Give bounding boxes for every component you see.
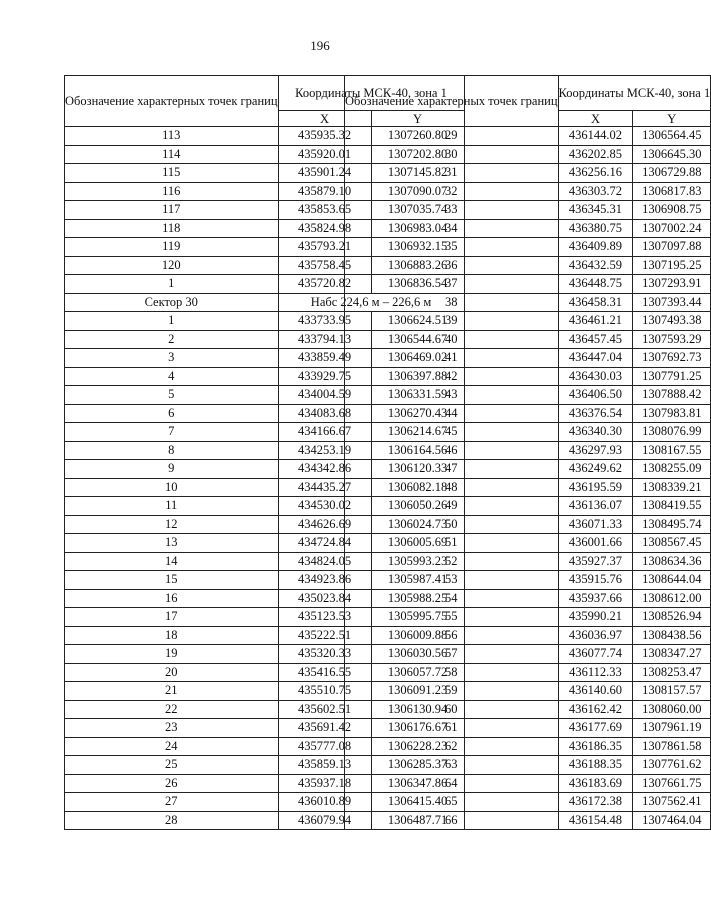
y-coordinate-cell: 1308347.27 — [633, 645, 711, 664]
point-id-cell: 13 — [65, 534, 279, 553]
table-row — [345, 460, 711, 479]
point-id-cell: 16 — [65, 589, 279, 608]
y-coordinate-cell: 1307202.80 — [371, 145, 464, 164]
y-coordinate-cell: 1307035.74 — [371, 201, 464, 220]
x-coordinate-cell: 435602.51 — [278, 700, 371, 719]
point-id-cell: 58 — [345, 663, 559, 682]
x-coordinate-cell: 433859.49 — [278, 349, 371, 368]
table-row — [345, 201, 711, 220]
point-id-cell: 28 — [65, 811, 279, 830]
point-id-cell: 65 — [345, 793, 559, 812]
y-coordinate-cell: 1307493.38 — [633, 312, 711, 331]
table-row — [345, 700, 711, 719]
y-coordinate-cell: 1307593.29 — [633, 330, 711, 349]
y-coordinate-cell: 1308438.56 — [633, 626, 711, 645]
table-row — [345, 386, 711, 405]
point-id-cell: 55 — [345, 608, 559, 627]
x-coordinate-cell: 436177.69 — [558, 719, 633, 738]
y-coordinate-cell: 1308644.04 — [633, 571, 711, 590]
y-coordinate-cell: 1308255.09 — [633, 460, 711, 479]
x-coordinate-cell: 434824.05 — [278, 552, 371, 571]
point-id-cell: 20 — [65, 663, 279, 682]
x-coordinate-cell: 435777.08 — [278, 737, 371, 756]
x-coordinate-cell: 436172.38 — [558, 793, 633, 812]
point-id-cell: 7 — [65, 423, 279, 442]
x-coordinate-cell: 435935.32 — [278, 127, 371, 146]
point-id-cell: 66 — [345, 811, 559, 830]
x-coordinate-cell: 436447.04 — [558, 349, 633, 368]
x-coordinate-cell: 436112.33 — [558, 663, 633, 682]
x-coordinate-cell: 436376.54 — [558, 404, 633, 423]
x-coordinate-cell: 434253.19 — [278, 441, 371, 460]
point-id-cell: 18 — [65, 626, 279, 645]
point-id-cell: 1 — [65, 275, 279, 294]
x-coordinate-cell: 435222.51 — [278, 626, 371, 645]
point-id-cell: 117 — [65, 201, 279, 220]
table-row — [345, 663, 711, 682]
y-coordinate-cell: 1306050.26 — [371, 497, 464, 516]
y-coordinate-cell: 1306176.67 — [371, 719, 464, 738]
x-coordinate-cell: 436154.48 — [558, 811, 633, 830]
point-id-cell: 116 — [65, 182, 279, 201]
y-coordinate-cell: 1307097.88 — [633, 238, 711, 257]
header-point-designation: Обозначение характерных точек границ — [65, 76, 279, 127]
table-row — [345, 349, 711, 368]
point-id-cell: 57 — [345, 645, 559, 664]
point-id-cell: 49 — [345, 497, 559, 516]
x-coordinate-cell: 433733.95 — [278, 312, 371, 331]
table-row — [345, 330, 711, 349]
table-row — [345, 793, 711, 812]
table-row — [345, 626, 711, 645]
table-row — [345, 404, 711, 423]
y-coordinate-cell: 1307961.19 — [633, 719, 711, 738]
y-coordinate-cell: 1306817.83 — [633, 182, 711, 201]
point-id-cell: 52 — [345, 552, 559, 571]
y-coordinate-cell: 1306564.45 — [633, 127, 711, 146]
point-id-cell: 10 — [65, 478, 279, 497]
y-coordinate-cell: 1308339.21 — [633, 478, 711, 497]
point-id-cell: 5 — [65, 386, 279, 405]
x-coordinate-cell: 436136.07 — [558, 497, 633, 516]
x-coordinate-cell: 436077.74 — [558, 645, 633, 664]
point-id-cell: 1 — [65, 312, 279, 331]
table-row — [345, 682, 711, 701]
point-id-cell: 113 — [65, 127, 279, 146]
point-id-cell: 47 — [345, 460, 559, 479]
x-coordinate-cell: 436406.50 — [558, 386, 633, 405]
y-coordinate-cell: 1306397.88 — [371, 367, 464, 386]
point-id-cell: 63 — [345, 756, 559, 775]
x-coordinate-cell: 435758.45 — [278, 256, 371, 275]
point-id-cell: 2 — [65, 330, 279, 349]
table-row — [345, 275, 711, 294]
y-coordinate-cell: 1305993.23 — [371, 552, 464, 571]
y-coordinate-cell: 1306983.04 — [371, 219, 464, 238]
table-row — [345, 737, 711, 756]
point-id-cell: 39 — [345, 312, 559, 331]
point-id-cell: 4 — [65, 367, 279, 386]
x-coordinate-cell: 436071.33 — [558, 515, 633, 534]
x-coordinate-cell: 435691.42 — [278, 719, 371, 738]
x-coordinate-cell: 435793.21 — [278, 238, 371, 257]
x-coordinate-cell: 434724.84 — [278, 534, 371, 553]
point-id-cell: 17 — [65, 608, 279, 627]
point-id-cell: 26 — [65, 774, 279, 793]
point-id-cell: 46 — [345, 441, 559, 460]
x-coordinate-cell: 434166.67 — [278, 423, 371, 442]
point-id-cell: 32 — [345, 182, 559, 201]
point-id-cell: 15 — [65, 571, 279, 590]
table-row — [345, 756, 711, 775]
y-coordinate-cell: 1306415.40 — [371, 793, 464, 812]
x-coordinate-cell: 435927.37 — [558, 552, 633, 571]
y-coordinate-cell: 1307983.81 — [633, 404, 711, 423]
point-id-cell: 27 — [65, 793, 279, 812]
point-id-cell: 37 — [345, 275, 559, 294]
x-coordinate-cell: 436079.94 — [278, 811, 371, 830]
y-coordinate-cell: 1307145.82 — [371, 164, 464, 183]
x-coordinate-cell: 436256.16 — [558, 164, 633, 183]
point-id-cell: 43 — [345, 386, 559, 405]
table-row — [345, 164, 711, 183]
point-id-cell: 35 — [345, 238, 559, 257]
x-coordinate-cell: 435859.13 — [278, 756, 371, 775]
x-coordinate-cell: 433929.75 — [278, 367, 371, 386]
point-id-cell: 48 — [345, 478, 559, 497]
x-coordinate-cell: 436162.42 — [558, 700, 633, 719]
point-id-cell: 40 — [345, 330, 559, 349]
y-coordinate-cell: 1306908.75 — [633, 201, 711, 220]
point-id-cell: 59 — [345, 682, 559, 701]
x-coordinate-cell: 435023.84 — [278, 589, 371, 608]
point-id-cell: 53 — [345, 571, 559, 590]
y-coordinate-cell: 1306544.67 — [371, 330, 464, 349]
x-coordinate-cell: 435937.18 — [278, 774, 371, 793]
y-coordinate-cell: 1306270.43 — [371, 404, 464, 423]
table-row — [345, 589, 711, 608]
header-coordinates: Координаты МСК-40, зона 1 — [278, 76, 464, 111]
y-coordinate-cell: 1306030.56 — [371, 645, 464, 664]
header-y: Y — [371, 111, 464, 127]
x-coordinate-cell: 436202.85 — [558, 145, 633, 164]
y-coordinate-cell: 1307761.62 — [633, 756, 711, 775]
point-id-cell: 25 — [65, 756, 279, 775]
point-id-cell: 31 — [345, 164, 559, 183]
point-id-cell: 51 — [345, 534, 559, 553]
x-coordinate-cell: 435879.10 — [278, 182, 371, 201]
x-coordinate-cell: 434530.02 — [278, 497, 371, 516]
point-id-cell: 62 — [345, 737, 559, 756]
y-coordinate-cell: 1306005.69 — [371, 534, 464, 553]
y-coordinate-cell: 1307692.73 — [633, 349, 711, 368]
table-row — [345, 312, 711, 331]
point-id-cell: 21 — [65, 682, 279, 701]
x-coordinate-cell: 434004.59 — [278, 386, 371, 405]
y-coordinate-cell: 1306469.02 — [371, 349, 464, 368]
y-coordinate-cell: 1307791.25 — [633, 367, 711, 386]
x-coordinate-cell: 436186.35 — [558, 737, 633, 756]
x-coordinate-cell: 435824.98 — [278, 219, 371, 238]
table-row — [345, 552, 711, 571]
y-coordinate-cell: 1306082.18 — [371, 478, 464, 497]
point-id-cell: 42 — [345, 367, 559, 386]
x-coordinate-cell: 434923.86 — [278, 571, 371, 590]
point-id-cell: 45 — [345, 423, 559, 442]
table-row — [345, 367, 711, 386]
table-row — [345, 515, 711, 534]
x-coordinate-cell: 436430.03 — [558, 367, 633, 386]
table-row — [345, 608, 711, 627]
y-coordinate-cell: 1307002.24 — [633, 219, 711, 238]
table-row — [345, 293, 711, 312]
section-elevation-cell: Набс 224,6 м – 226,6 м — [278, 293, 464, 312]
y-coordinate-cell: 1306091.23 — [371, 682, 464, 701]
x-coordinate-cell: 435123.53 — [278, 608, 371, 627]
x-coordinate-cell: 436448.75 — [558, 275, 633, 294]
point-id-cell: 9 — [65, 460, 279, 479]
y-coordinate-cell: 1306729.88 — [633, 164, 711, 183]
point-id-cell: 61 — [345, 719, 559, 738]
y-coordinate-cell: 1308526.94 — [633, 608, 711, 627]
x-coordinate-cell: 434342.86 — [278, 460, 371, 479]
point-id-cell: 23 — [65, 719, 279, 738]
y-coordinate-cell: 1308612.00 — [633, 589, 711, 608]
y-coordinate-cell: 1307393.44 — [633, 293, 711, 312]
header-x: X — [558, 111, 633, 127]
x-coordinate-cell: 436461.21 — [558, 312, 633, 331]
y-coordinate-cell: 1307195.25 — [633, 256, 711, 275]
table-row — [345, 127, 711, 146]
y-coordinate-cell: 1306214.67 — [371, 423, 464, 442]
y-coordinate-cell: 1306130.94 — [371, 700, 464, 719]
y-coordinate-cell: 1307861.58 — [633, 737, 711, 756]
x-coordinate-cell: 436001.66 — [558, 534, 633, 553]
x-coordinate-cell: 436345.31 — [558, 201, 633, 220]
point-id-cell: 44 — [345, 404, 559, 423]
y-coordinate-cell: 1307293.91 — [633, 275, 711, 294]
x-coordinate-cell: 436432.59 — [558, 256, 633, 275]
y-coordinate-cell: 1308495.74 — [633, 515, 711, 534]
table-row — [345, 238, 711, 257]
y-coordinate-cell: 1306932.15 — [371, 238, 464, 257]
x-coordinate-cell: 436140.60 — [558, 682, 633, 701]
header-coordinates: Координаты МСК-40, зона 1 — [558, 76, 711, 111]
y-coordinate-cell: 1306120.33 — [371, 460, 464, 479]
x-coordinate-cell: 433794.13 — [278, 330, 371, 349]
point-id-cell: 118 — [65, 219, 279, 238]
header-y: Y — [633, 111, 711, 127]
point-id-cell: 41 — [345, 349, 559, 368]
header-x: X — [278, 111, 371, 127]
y-coordinate-cell: 1308157.57 — [633, 682, 711, 701]
x-coordinate-cell: 436380.75 — [558, 219, 633, 238]
point-id-cell: 119 — [65, 238, 279, 257]
point-id-cell: 14 — [65, 552, 279, 571]
y-coordinate-cell: 1306347.86 — [371, 774, 464, 793]
x-coordinate-cell: 436457.45 — [558, 330, 633, 349]
point-id-cell: 36 — [345, 256, 559, 275]
y-coordinate-cell: 1306645.30 — [633, 145, 711, 164]
point-id-cell: 64 — [345, 774, 559, 793]
point-id-cell: 38 — [345, 293, 559, 312]
table-row — [345, 534, 711, 553]
x-coordinate-cell: 436195.59 — [558, 478, 633, 497]
x-coordinate-cell: 435320.33 — [278, 645, 371, 664]
y-coordinate-cell: 1307888.42 — [633, 386, 711, 405]
table-row — [345, 423, 711, 442]
point-id-cell: 34 — [345, 219, 559, 238]
x-coordinate-cell: 436340.30 — [558, 423, 633, 442]
y-coordinate-cell: 1306228.23 — [371, 737, 464, 756]
y-coordinate-cell: 1305987.41 — [371, 571, 464, 590]
y-coordinate-cell: 1305995.75 — [371, 608, 464, 627]
x-coordinate-cell: 436249.62 — [558, 460, 633, 479]
point-id-cell: 56 — [345, 626, 559, 645]
table-row — [345, 478, 711, 497]
table-row — [345, 571, 711, 590]
y-coordinate-cell: 1306487.71 — [371, 811, 464, 830]
point-id-cell: 3 — [65, 349, 279, 368]
point-id-cell: 33 — [345, 201, 559, 220]
table-row — [345, 441, 711, 460]
x-coordinate-cell: 434083.68 — [278, 404, 371, 423]
y-coordinate-cell: 1307464.04 — [633, 811, 711, 830]
y-coordinate-cell: 1308634.36 — [633, 552, 711, 571]
x-coordinate-cell: 435937.66 — [558, 589, 633, 608]
table-row — [345, 256, 711, 275]
x-coordinate-cell: 434626.69 — [278, 515, 371, 534]
point-id-cell: 29 — [345, 127, 559, 146]
table-row — [345, 145, 711, 164]
y-coordinate-cell: 1305988.25 — [371, 589, 464, 608]
table-row — [345, 219, 711, 238]
y-coordinate-cell: 1308253.47 — [633, 663, 711, 682]
point-id-cell: 120 — [65, 256, 279, 275]
y-coordinate-cell: 1306024.73 — [371, 515, 464, 534]
page-number: 196 — [310, 38, 330, 53]
header-point-designation: Обозначение характерных точек границ — [345, 76, 559, 127]
point-id-cell: 60 — [345, 700, 559, 719]
y-coordinate-cell: 1306836.54 — [371, 275, 464, 294]
table-row — [345, 811, 711, 830]
point-id-cell: 11 — [65, 497, 279, 516]
point-id-cell: 22 — [65, 700, 279, 719]
table-body-right — [345, 127, 711, 830]
table-row — [345, 497, 711, 516]
x-coordinate-cell: 436183.69 — [558, 774, 633, 793]
coordinates-table-right — [344, 75, 711, 830]
y-coordinate-cell: 1308419.55 — [633, 497, 711, 516]
y-coordinate-cell: 1307661.75 — [633, 774, 711, 793]
y-coordinate-cell: 1306057.72 — [371, 663, 464, 682]
y-coordinate-cell: 1308167.55 — [633, 441, 711, 460]
table-row — [345, 182, 711, 201]
point-id-cell: 6 — [65, 404, 279, 423]
table-row — [345, 719, 711, 738]
x-coordinate-cell: 435990.21 — [558, 608, 633, 627]
x-coordinate-cell: 436010.89 — [278, 793, 371, 812]
x-coordinate-cell: 435920.01 — [278, 145, 371, 164]
point-id-cell: 12 — [65, 515, 279, 534]
y-coordinate-cell: 1306285.37 — [371, 756, 464, 775]
x-coordinate-cell: 436458.31 — [558, 293, 633, 312]
x-coordinate-cell: 436188.35 — [558, 756, 633, 775]
y-coordinate-cell: 1308567.45 — [633, 534, 711, 553]
y-coordinate-cell: 1306883.26 — [371, 256, 464, 275]
x-coordinate-cell: 434435.27 — [278, 478, 371, 497]
y-coordinate-cell: 1306009.88 — [371, 626, 464, 645]
point-id-cell: 8 — [65, 441, 279, 460]
point-id-cell: 19 — [65, 645, 279, 664]
point-id-cell: 30 — [345, 145, 559, 164]
table-row — [345, 645, 711, 664]
y-coordinate-cell: 1308060.00 — [633, 700, 711, 719]
point-id-cell: 50 — [345, 515, 559, 534]
x-coordinate-cell: 436297.93 — [558, 441, 633, 460]
y-coordinate-cell: 1307260.80 — [371, 127, 464, 146]
point-id-cell: 114 — [65, 145, 279, 164]
point-id-cell: Сектор 30 — [65, 293, 279, 312]
x-coordinate-cell: 435853.65 — [278, 201, 371, 220]
point-id-cell: 24 — [65, 737, 279, 756]
table-row — [345, 774, 711, 793]
x-coordinate-cell: 436409.89 — [558, 238, 633, 257]
y-coordinate-cell: 1307090.07 — [371, 182, 464, 201]
x-coordinate-cell: 435416.55 — [278, 663, 371, 682]
x-coordinate-cell: 435510.75 — [278, 682, 371, 701]
x-coordinate-cell: 435901.24 — [278, 164, 371, 183]
point-id-cell: 54 — [345, 589, 559, 608]
y-coordinate-cell: 1306164.56 — [371, 441, 464, 460]
y-coordinate-cell: 1308076.99 — [633, 423, 711, 442]
y-coordinate-cell: 1306624.51 — [371, 312, 464, 331]
point-id-cell: 115 — [65, 164, 279, 183]
x-coordinate-cell: 436036.97 — [558, 626, 633, 645]
y-coordinate-cell: 1307562.41 — [633, 793, 711, 812]
x-coordinate-cell: 436144.02 — [558, 127, 633, 146]
y-coordinate-cell: 1306331.59 — [371, 386, 464, 405]
x-coordinate-cell: 435720.82 — [278, 275, 371, 294]
x-coordinate-cell: 436303.72 — [558, 182, 633, 201]
x-coordinate-cell: 435915.76 — [558, 571, 633, 590]
